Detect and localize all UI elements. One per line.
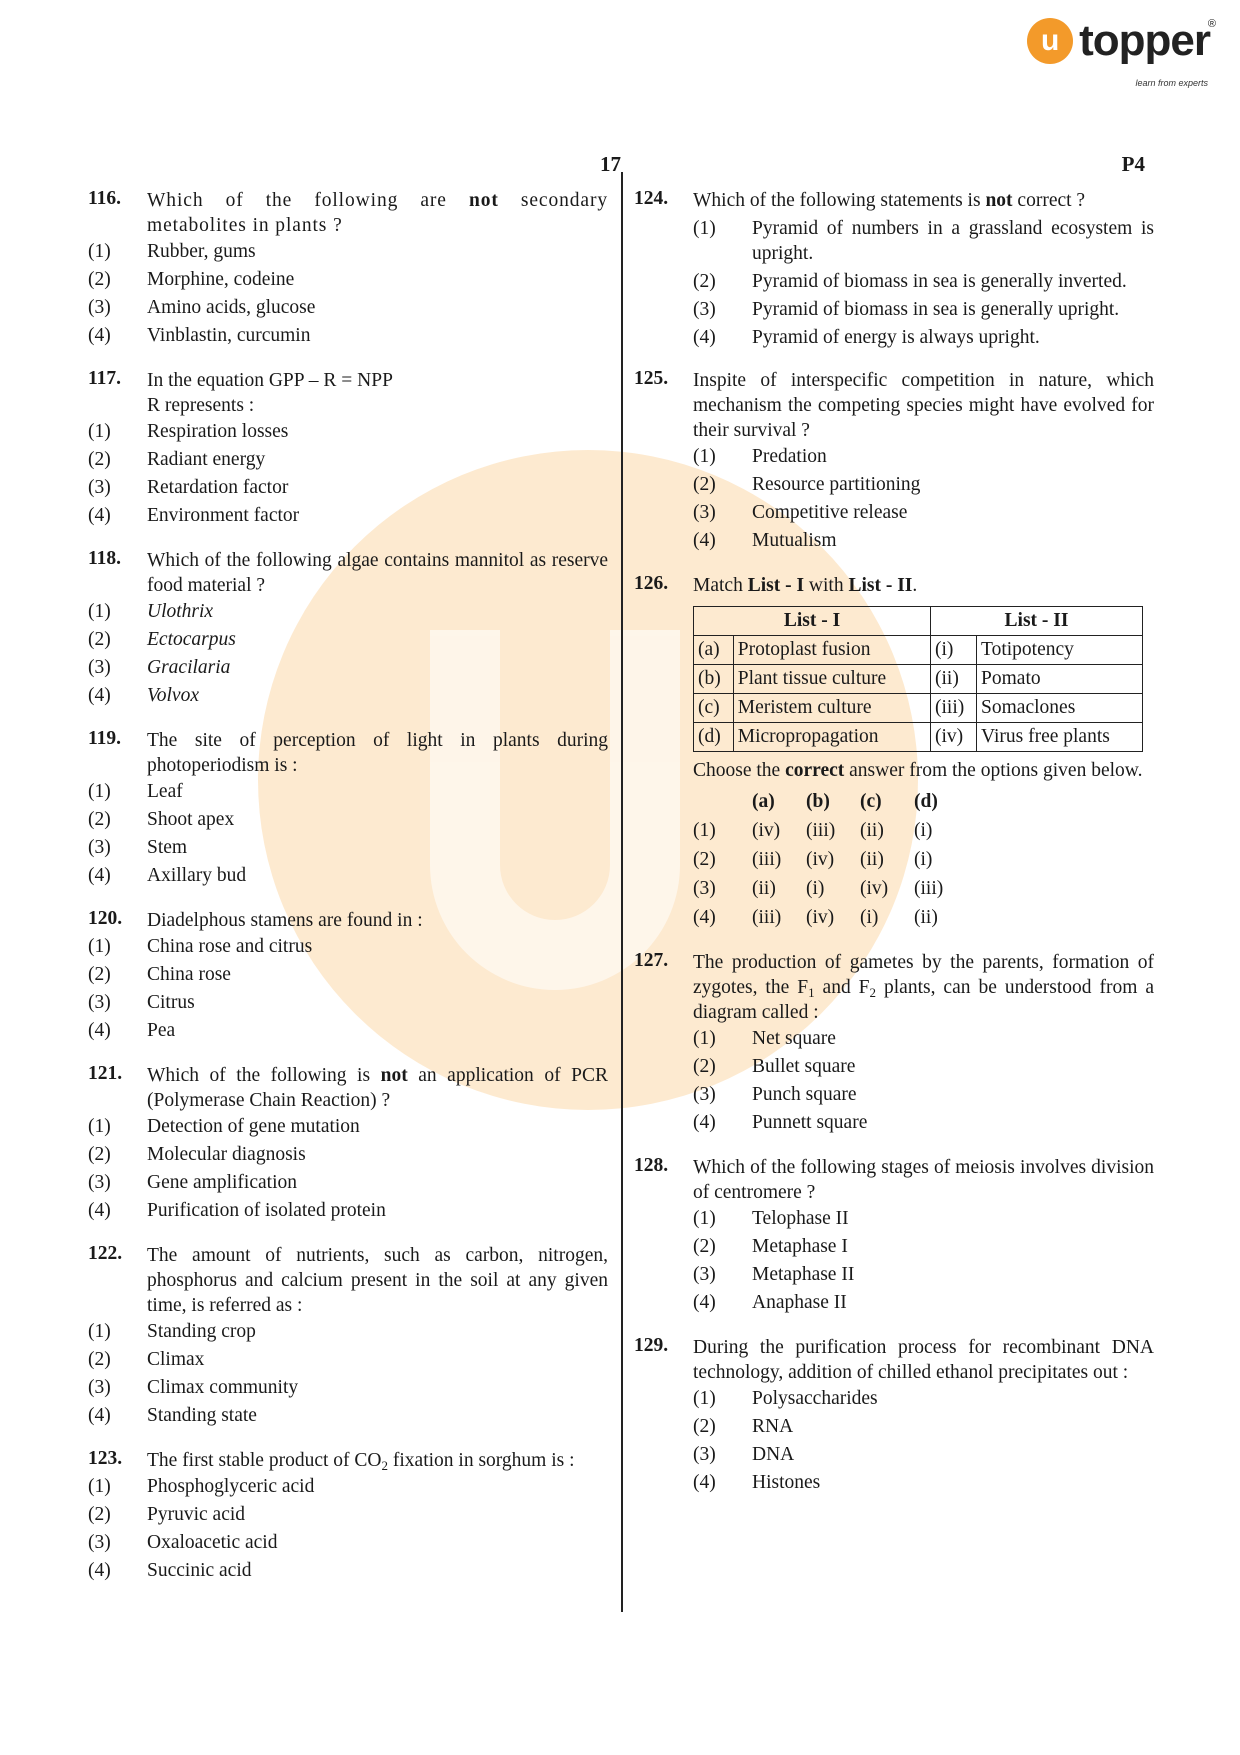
question-text: Match List - I with List - II. (693, 575, 918, 596)
option[interactable]: (3) Stem (88, 837, 188, 858)
option[interactable]: (3) Citrus (88, 992, 195, 1013)
options-list (88, 1318, 608, 1430)
logo-tagline: learn from experts (1135, 78, 1208, 88)
question-125 (634, 368, 1154, 555)
option[interactable]: (3) Amino acids, glucose (88, 297, 316, 318)
question-text: Inspite of interspecific competition in nature, which mechanism the competing species might have evolved for their survival ? (693, 370, 1154, 441)
question-text: Which of the following statements is not correct ? (693, 190, 1086, 211)
options-list (634, 1025, 1154, 1137)
question-text: Which of the following is not an application of PCR (Polymerase Chain Reaction) ? (147, 1065, 608, 1111)
option[interactable]: (1) Detection of gene mutation (88, 1116, 360, 1137)
options-list (88, 598, 608, 710)
question-127 (634, 950, 1154, 1137)
question-116 (88, 188, 608, 350)
option[interactable]: (1) Pyramid of numbers in a grassland ecosystem is upright. (693, 218, 1154, 264)
question-number: 116. (88, 188, 122, 209)
option[interactable]: (2) Pyramid of biomass in sea is generally inverted. (693, 271, 1127, 292)
option[interactable]: (2) Shoot apex (88, 809, 235, 830)
question-119 (88, 728, 608, 890)
options-list (693, 443, 1154, 555)
option[interactable]: (1) Respiration losses (88, 421, 289, 442)
left-column (88, 188, 608, 1603)
logo-u-icon: u (1027, 18, 1073, 64)
option[interactable]: (2) Metaphase I (693, 1236, 848, 1257)
option[interactable]: (3) DNA (693, 1444, 795, 1465)
question-number: 129. (634, 1335, 669, 1356)
question-123 (88, 1448, 608, 1585)
question-text: The amount of nutrients, such as carbon, nitrogen, phosphorus and calcium present in the soil at any given time, is referred as : (147, 1245, 608, 1316)
option[interactable]: (4) Histones (693, 1472, 821, 1493)
question-text: Diadelphous stamens are found in : (147, 910, 423, 931)
paper-code: P4 (1121, 152, 1145, 176)
list-2-header: List - II (931, 607, 1143, 636)
option[interactable]: (4) Mutualism (693, 530, 837, 551)
choose-text: Choose the correct answer from the options given below. (693, 760, 1143, 781)
option[interactable]: (3) Oxaloacetic acid (88, 1532, 278, 1553)
option[interactable]: (1) Polysaccharides (693, 1388, 878, 1409)
question-128 (634, 1155, 1154, 1317)
question-text: Which of the following stages of meiosis involves division of centromere ? (693, 1157, 1154, 1203)
column-divider (621, 172, 623, 1612)
question-122 (88, 1243, 608, 1430)
question-number: 127. (634, 950, 669, 971)
option[interactable]: (3) Gracilaria (88, 657, 231, 678)
option[interactable]: (2) Pyruvic acid (88, 1504, 246, 1525)
list-1-header: List - I (694, 607, 931, 636)
option[interactable]: (2) Climax (88, 1349, 205, 1370)
option[interactable]: (4) Succinic acid (88, 1560, 252, 1581)
options-list (88, 933, 608, 1045)
question-number: 121. (88, 1063, 123, 1084)
options-list (88, 778, 608, 890)
question-118 (88, 548, 608, 710)
option[interactable]: (4) Volvox (88, 685, 199, 706)
option[interactable]: (4) Punnett square (693, 1112, 868, 1133)
option[interactable]: (2) Morphine, codeine (88, 269, 295, 290)
answer-grid: (a) (b) (c) (d) (1) (iv) (iii) (ii) (i) (2) (iii) (iv) (ii) (i) (3) (ii) (i) (iv) (iii) (4) (iii) (iv) (i) (ii) (634, 787, 1154, 932)
topper-logo (1027, 16, 1216, 88)
logo-text: topper (1079, 16, 1210, 65)
option[interactable]: (1) Standing crop (88, 1321, 256, 1342)
question-text: The first stable product of $CO_2$ fixation in sorghum is : (147, 1450, 575, 1473)
answer-option-3[interactable]: (3) (693, 878, 716, 899)
option[interactable]: (3) Retardation factor (88, 477, 289, 498)
question-text: In the equation GPP – R = NPP R represents : (147, 370, 393, 416)
option[interactable]: (4) Axillary bud (88, 865, 247, 886)
table-row: (a) Protoplast fusion (i) Totipotency (694, 636, 1143, 665)
question-number: 117. (88, 368, 122, 389)
option[interactable]: (1) Predation (693, 446, 827, 467)
question-text: During the purification process for recombinant DNA technology, addition of chilled ethanol precipitates out : (693, 1337, 1154, 1383)
table-row: (c) Meristem culture (iii) Somaclones (694, 694, 1143, 723)
question-number: 123. (88, 1448, 123, 1469)
option[interactable]: (2) Radiant energy (88, 449, 266, 470)
option[interactable]: (3) Metaphase II (693, 1264, 855, 1285)
page-number: 17 (600, 152, 621, 176)
option[interactable]: (3) Competitive release (693, 502, 908, 523)
answer-option-1[interactable]: (1) (693, 820, 716, 841)
options-list (88, 418, 608, 530)
option[interactable]: (2) RNA (693, 1416, 794, 1437)
option[interactable]: (4) Vinblastin, curcumin (88, 325, 311, 346)
option[interactable]: (4) Purification of isolated protein (88, 1200, 386, 1221)
table-row: (d) Micropropagation (iv) Virus free plants (694, 723, 1143, 752)
question-126 (634, 573, 1154, 932)
question-120 (88, 908, 608, 1045)
option[interactable]: (3) Gene amplification (88, 1172, 297, 1193)
option[interactable]: (1) Leaf (88, 781, 183, 802)
options-list (88, 1473, 608, 1585)
option[interactable]: (1) Rubber, gums (88, 241, 256, 262)
option[interactable]: (1) Net square (693, 1028, 836, 1049)
question-text: The site of perception of light in plants during photoperiodism is : (147, 730, 608, 776)
question-text: Which of the following are not secondary metabolites in plants ? (147, 190, 608, 236)
option[interactable]: (4) Environment factor (88, 505, 300, 526)
option[interactable]: (3) Punch square (693, 1084, 857, 1105)
answer-option-2[interactable]: (2) (693, 849, 716, 870)
option[interactable]: (2) Ectocarpus (88, 629, 236, 650)
options-list (634, 1385, 1154, 1497)
answer-option-4[interactable]: (4) (693, 907, 716, 928)
option[interactable]: (1) Telophase II (693, 1208, 849, 1229)
question-number: 124. (634, 188, 669, 209)
question-number: 128. (634, 1155, 669, 1176)
match-table (693, 606, 1143, 752)
options-list (88, 1113, 608, 1225)
question-number: 126. (634, 573, 669, 594)
question-text: Which of the following algae contains mannitol as reserve food material ? (147, 550, 608, 596)
question-number: 122. (88, 1243, 123, 1264)
question-129 (634, 1335, 1154, 1497)
options-list (88, 238, 608, 350)
question-117 (88, 368, 608, 530)
option[interactable]: (2) Resource partitioning (693, 474, 921, 495)
option[interactable]: (2) China rose (88, 964, 231, 985)
registered-mark: ® (1207, 18, 1216, 30)
question-124 (634, 188, 1154, 350)
option[interactable]: (4) Standing state (88, 1405, 257, 1426)
option[interactable]: (4) Pea (88, 1020, 176, 1041)
option[interactable]: (1) Ulothrix (88, 601, 214, 622)
question-number: 118. (88, 548, 122, 569)
option[interactable]: (2) Bullet square (693, 1056, 856, 1077)
right-column (634, 188, 1154, 1515)
option[interactable]: (2) Molecular diagnosis (88, 1144, 306, 1165)
option[interactable]: (1) Phosphoglyceric acid (88, 1476, 315, 1497)
option[interactable]: (3) Pyramid of biomass in sea is generally upright. (693, 299, 1120, 320)
option[interactable]: (1) China rose and citrus (88, 936, 313, 957)
question-text: The production of gametes by the parents, formation of zygotes, the $F_1$ and $F_2$ plants, can be understood from a diagram called : (693, 952, 1154, 1023)
question-121 (88, 1063, 608, 1225)
question-number: 119. (88, 728, 122, 749)
option[interactable]: (4) Pyramid of energy is always upright. (693, 327, 1040, 348)
options-list (693, 216, 1154, 350)
question-number: 120. (88, 908, 123, 929)
question-number: 125. (634, 368, 669, 389)
option[interactable]: (3) Climax community (88, 1377, 299, 1398)
options-list (634, 1205, 1154, 1317)
option[interactable]: (4) Anaphase II (693, 1292, 847, 1313)
table-row: (b) Plant tissue culture (ii) Pomato (694, 665, 1143, 694)
